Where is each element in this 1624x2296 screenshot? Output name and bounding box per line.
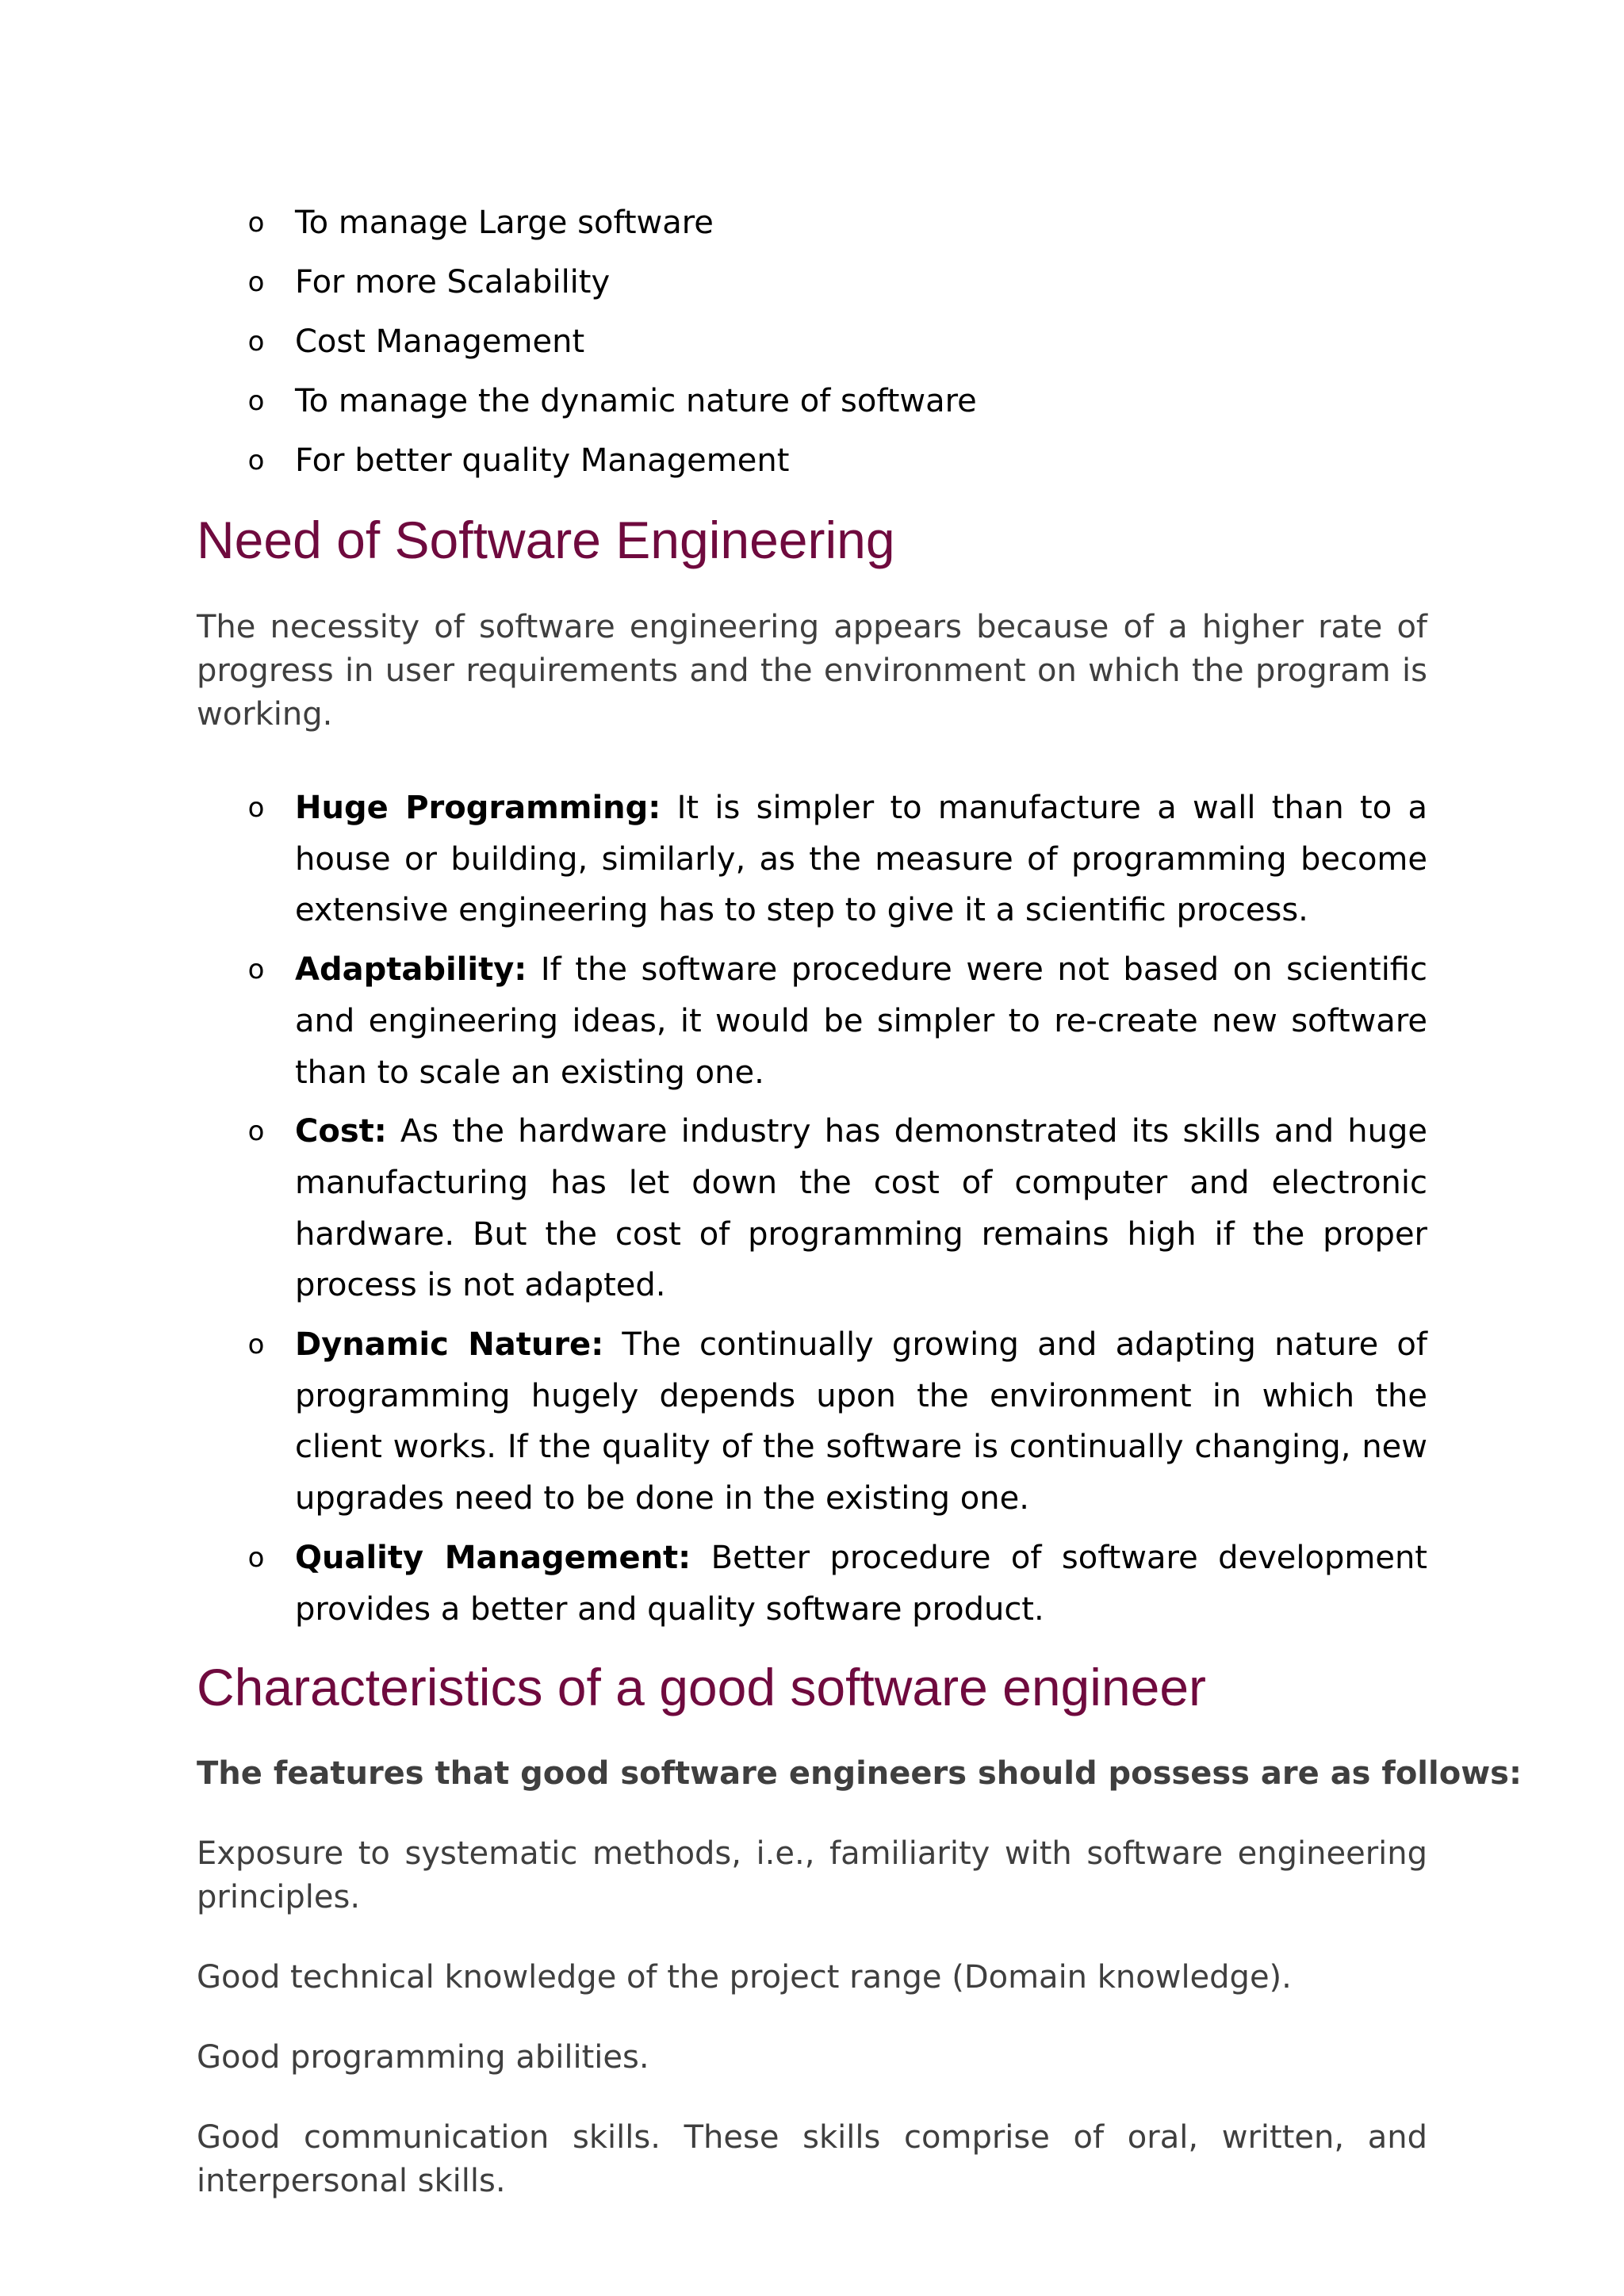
- list-item: [197, 1319, 1427, 1525]
- item-term: Dynamic Nature:: [295, 1326, 604, 1364]
- characteristics-lead: The features that good software engineers should possess are as follows:: [197, 1755, 1522, 1793]
- item-description: The continually growing and adapting nature of programming hugely depends upon the environment in which the client works. If the quality of the software is continually changing, new upgrades need to be done in the existing one.: [295, 1326, 1427, 1517]
- list-item: [197, 193, 1427, 253]
- item-description: If the software procedure were not based on scientific and engineering ideas, it would be simpler to re-create new software than to scale an existing one.: [295, 951, 1427, 1091]
- list-item-text: For more Scalability: [295, 264, 611, 300]
- list-item: [197, 944, 1427, 1098]
- hollow-circle-bullet-icon: o: [247, 1329, 265, 1361]
- list-item-text: To manage the dynamic nature of software: [295, 383, 977, 419]
- hollow-circle-bullet-icon: o: [247, 954, 265, 986]
- hollow-circle-bullet-icon: o: [247, 385, 265, 417]
- feature-paragraph: Good technical knowledge of the project range (Domain knowledge).: [197, 1959, 1292, 1996]
- hollow-circle-bullet-icon: o: [247, 445, 265, 476]
- list-item: [197, 372, 1427, 431]
- feature-paragraph: Good programming abilities.: [197, 2039, 649, 2076]
- hollow-circle-bullet-icon: o: [247, 326, 265, 358]
- need-section-heading: Need of Software Engineering: [197, 511, 895, 569]
- list-item: [197, 253, 1427, 312]
- list-item-text: Cost Management: [295, 323, 585, 360]
- list-item: [197, 431, 1427, 491]
- item-description: Better procedure of software development provides a better and quality software product.: [295, 1539, 1427, 1628]
- characteristics-section-heading: Characteristics of a good software engineer: [197, 1658, 1207, 1717]
- list-item: [197, 312, 1427, 372]
- list-item: [197, 783, 1427, 936]
- hollow-circle-bullet-icon: o: [247, 207, 265, 239]
- item-term: Cost:: [295, 1113, 387, 1150]
- need-reasons-list: [197, 783, 1427, 1635]
- feature-paragraph: Good communication skills. These skills comprise of oral, written, and interpersonal skills.: [197, 2119, 1427, 2200]
- item-term: Huge Programming:: [295, 790, 661, 826]
- page-content: [197, 193, 1522, 2203]
- list-item: [197, 1106, 1427, 1311]
- hollow-circle-bullet-icon: o: [247, 792, 265, 824]
- item-term: Quality Management:: [295, 1539, 691, 1576]
- item-description: As the hardware industry has demonstrated its skills and huge manufacturing has let down the cost of computer and electronic hardware. But the cost of programming remains high if the proper process is not adapted.: [295, 1113, 1427, 1304]
- hollow-circle-bullet-icon: o: [247, 1115, 265, 1148]
- top-bullet-list: [197, 193, 1427, 491]
- hollow-circle-bullet-icon: o: [247, 266, 265, 298]
- hollow-circle-bullet-icon: o: [247, 1541, 265, 1574]
- list-item-text: For better quality Management: [295, 442, 790, 479]
- item-description: It is simpler to manufacture a wall than to a house or building, similarly, as the measure of programming become extensive engineering has to step to give it a scientific process.: [295, 790, 1427, 929]
- feature-paragraph: Exposure to systematic methods, i.e., familiarity with software engineering principles.: [197, 1835, 1427, 1916]
- list-item: [197, 1533, 1427, 1635]
- list-item-text: To manage Large software: [295, 205, 714, 241]
- item-term: Adaptability:: [295, 951, 527, 989]
- need-section-intro: The necessity of software engineering appears because of a higher rate of progress in user requirements and the environment on which the program is working.: [197, 609, 1427, 733]
